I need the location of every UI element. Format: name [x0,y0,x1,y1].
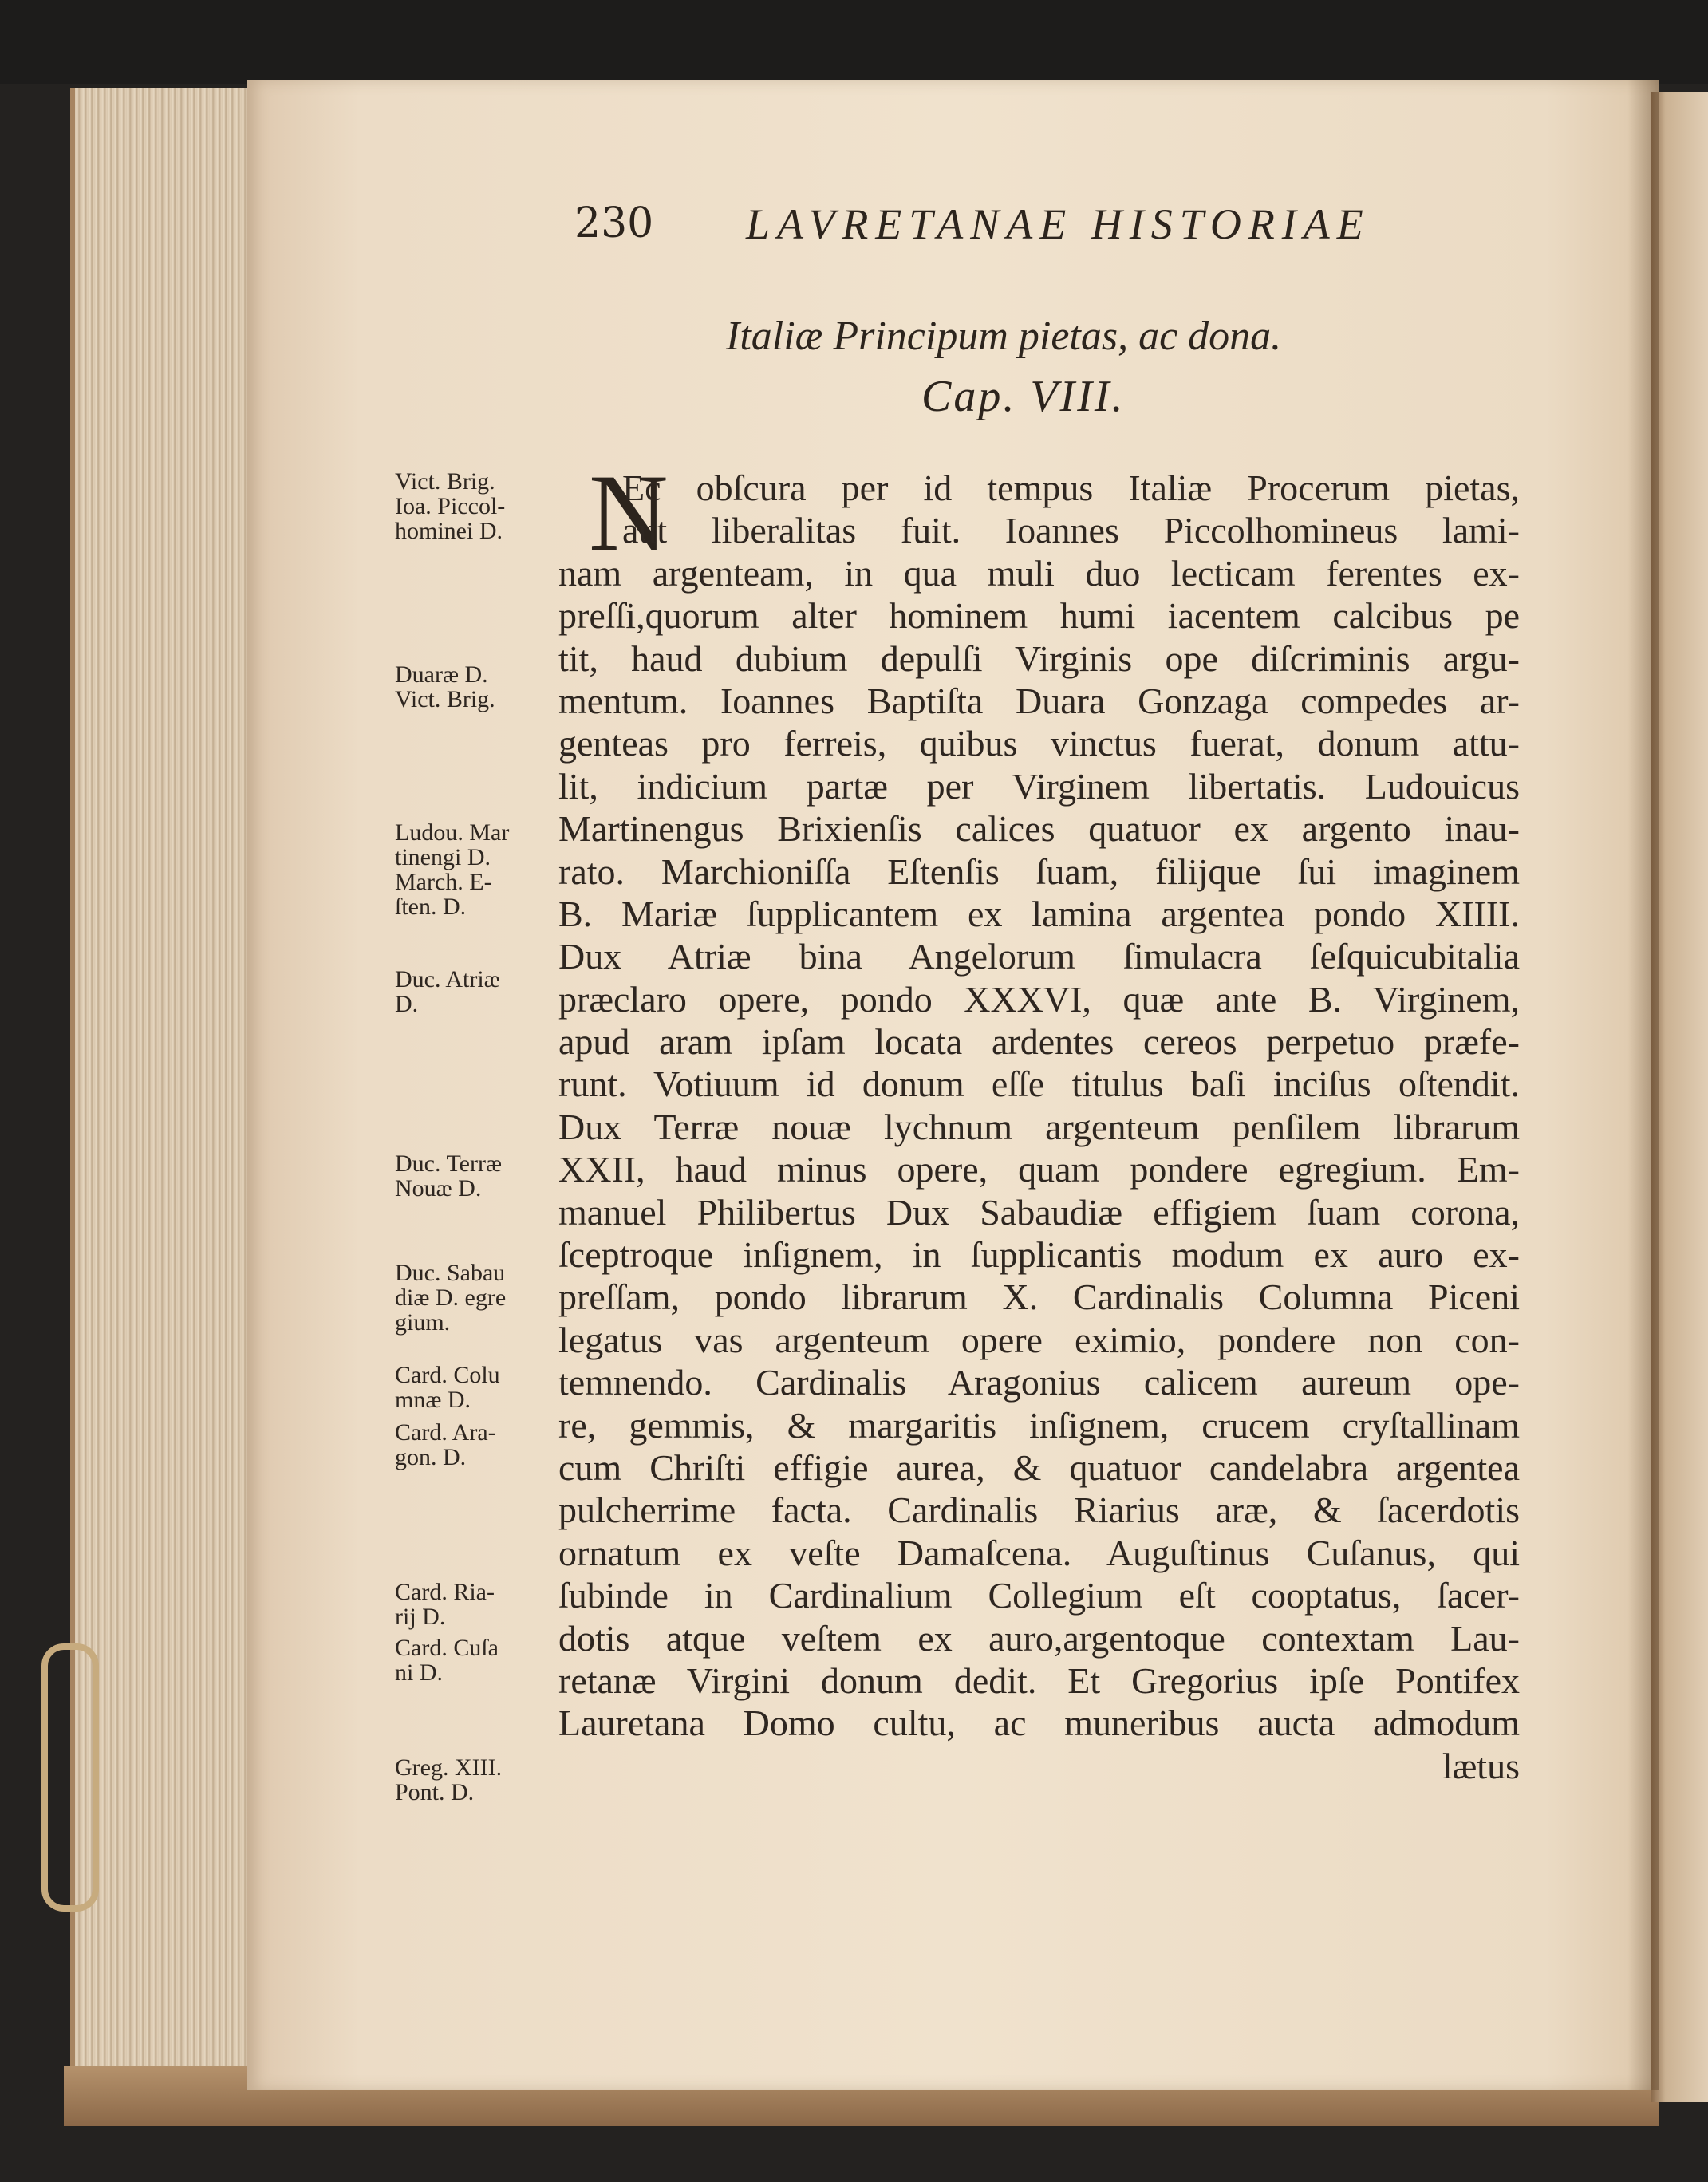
note-line: gium. [395,1309,451,1336]
text-line: re, gemmis, & margaritis inſignem, crucem cryſtallinam [558,1404,1520,1446]
text-line: Dux Atriæ bina Angelorum ſimulacra ſeſquicubitalia [558,936,1520,977]
text-line: apud aram ipſam locata ardentes cereos perpetuo præfe- [558,1021,1520,1063]
running-head: LAVRETANAE HISTORIAE [746,200,1371,248]
text-line: mentum. Ioannes Baptiſta Duara Gonzaga compedes ar- [558,680,1520,721]
note-line: Duaræ D. [395,661,488,688]
note-line: Pont. D. [395,1779,475,1805]
text-line: cum Chriſti effigie aurea, & quatuor candelabra argentea [558,1446,1520,1488]
note-line: Duc. Terræ [395,1150,502,1177]
margin-note [395,1420,566,1470]
note-line: Ludou. Mar [395,819,510,846]
text-line: retanæ Virgini donum dedit. Et Gregorius ipſe Pontifex [558,1659,1520,1701]
note-line: diæ D. egre [395,1284,507,1311]
note-line: Card. Ria- [395,1579,495,1605]
text-line: lit, indicium partæ per Virginem libertatis. Ludouicus [558,765,1520,807]
chapter-title: Italiæ Principum pietas, ac dona. [726,314,1282,359]
note-line: mnæ D. [395,1387,471,1413]
text-line: runt. Votiuum id donum eſſe titulus baſi inciſus oſtendit. [558,1063,1520,1105]
text-line: Dux Terræ nouæ lychnum argenteum penſilem librarum [558,1106,1520,1147]
margin-note [395,1755,566,1805]
page-gutter [1627,80,1659,2090]
note-line: D. [395,991,419,1017]
page-edges [70,88,266,2122]
text-line: manuel Philibertus Dux Sabaudiæ effigiem ſuam corona, [558,1191,1520,1233]
note-line: Vict. Brig. [395,686,495,712]
note-line: Card. Ara- [395,1419,496,1446]
margin-note [395,1636,566,1685]
text-line: ornatum ex veſte Damaſcena. Auguſtinus Cuſanus, qui [558,1532,1520,1573]
text-line: Ec obſcura per id tempus Italiæ Procerum pietas, [622,468,1520,508]
margin-note [395,1261,566,1335]
text-line: præclaro opere, pondo XXXVI, quæ ante B. Virginem, [558,978,1520,1020]
bookmark-ribbon [41,1643,99,1912]
note-line: Vict. Brig. [395,468,495,495]
text-line: Martinengus Brixienſis calices quatuor ex argento inau- [558,808,1520,850]
margin-note [395,967,566,1016]
note-line: hominei D. [395,518,503,544]
text-line: B. Mariæ ſupplicantem ex lamina argentea pondo XIIII. [558,893,1520,934]
text-line: preſſam, pondo librarum X. Cardinalis Columna Piceni [558,1276,1520,1318]
right-page-edge [1651,92,1708,2102]
page-number: 230 [574,199,654,247]
text-line: genteas pro ferreis, quibus vinctus fuerat, donum attu- [558,723,1520,764]
margin-note [395,820,566,919]
background-shadow [0,0,1708,84]
note-line: Duc. Sabau [395,1260,506,1286]
note-line: March. E- [395,869,492,895]
margin-note [395,1151,566,1201]
catchword: lætus [1442,1745,1520,1786]
margin-note [395,662,566,712]
note-line: gon. D. [395,1444,467,1470]
note-line: Card. Cuſa [395,1635,499,1661]
text-line: dotis atque veſtem ex auro,argentoque contextam Lau- [558,1617,1520,1659]
body-text [558,452,1520,1787]
text-line: ſceptroque inſignem, in ſupplicantis modum ex auro ex- [558,1234,1520,1276]
text-line: preſſi,quorum alter hominem humi iacentem calcibus pe [558,595,1520,637]
note-line: tinengi D. [395,844,491,870]
note-line: ni D. [395,1659,443,1686]
text-line: XXII, haud minus opere, quam pondere egregium. Em- [558,1149,1520,1190]
chapter-number: Cap. VIII. [921,372,1126,421]
note-line: Card. Colu [395,1362,500,1388]
note-line: Greg. XIII. [395,1754,503,1781]
page-header [574,199,1388,255]
margin-note [395,1580,566,1629]
text-line: temnendo. Cardinalis Aragonius calicem aureum ope- [558,1362,1520,1403]
note-line: ſten. D. [395,894,467,920]
note-line: rij D. [395,1604,446,1630]
text-line: Lauretana Domo cultu, ac muneribus aucta admodum [558,1703,1520,1744]
note-line: Duc. Atriæ [395,966,500,992]
text-line: tit, haud dubium depulſi Virginis ope diſcriminis argu- [558,637,1520,679]
text-line: ſubinde in Cardinalium Collegium eſt cooptatus, ſacer- [558,1575,1520,1616]
margin-note [395,469,566,543]
note-line: Ioa. Piccol- [395,493,506,519]
text-line: rato. Marchioniſſa Eſtenſis ſuam, filijque ſui imaginem [558,850,1520,892]
drop-capital: N [589,452,669,574]
note-line: Nouæ D. [395,1175,482,1201]
margin-note [395,1363,566,1412]
text-line: nam argenteam, in qua muli duo lecticam ferentes ex- [558,552,1520,594]
text-line: pulcherrime facta. Cardinalis Riarius aræ, & ſacerdotis [558,1490,1520,1531]
text-line: aut liberalitas fuit. Ioannes Piccolhomineus lami- [622,510,1520,551]
text-line: legatus vas argenteum opere eximio, pondere non con- [558,1319,1520,1360]
